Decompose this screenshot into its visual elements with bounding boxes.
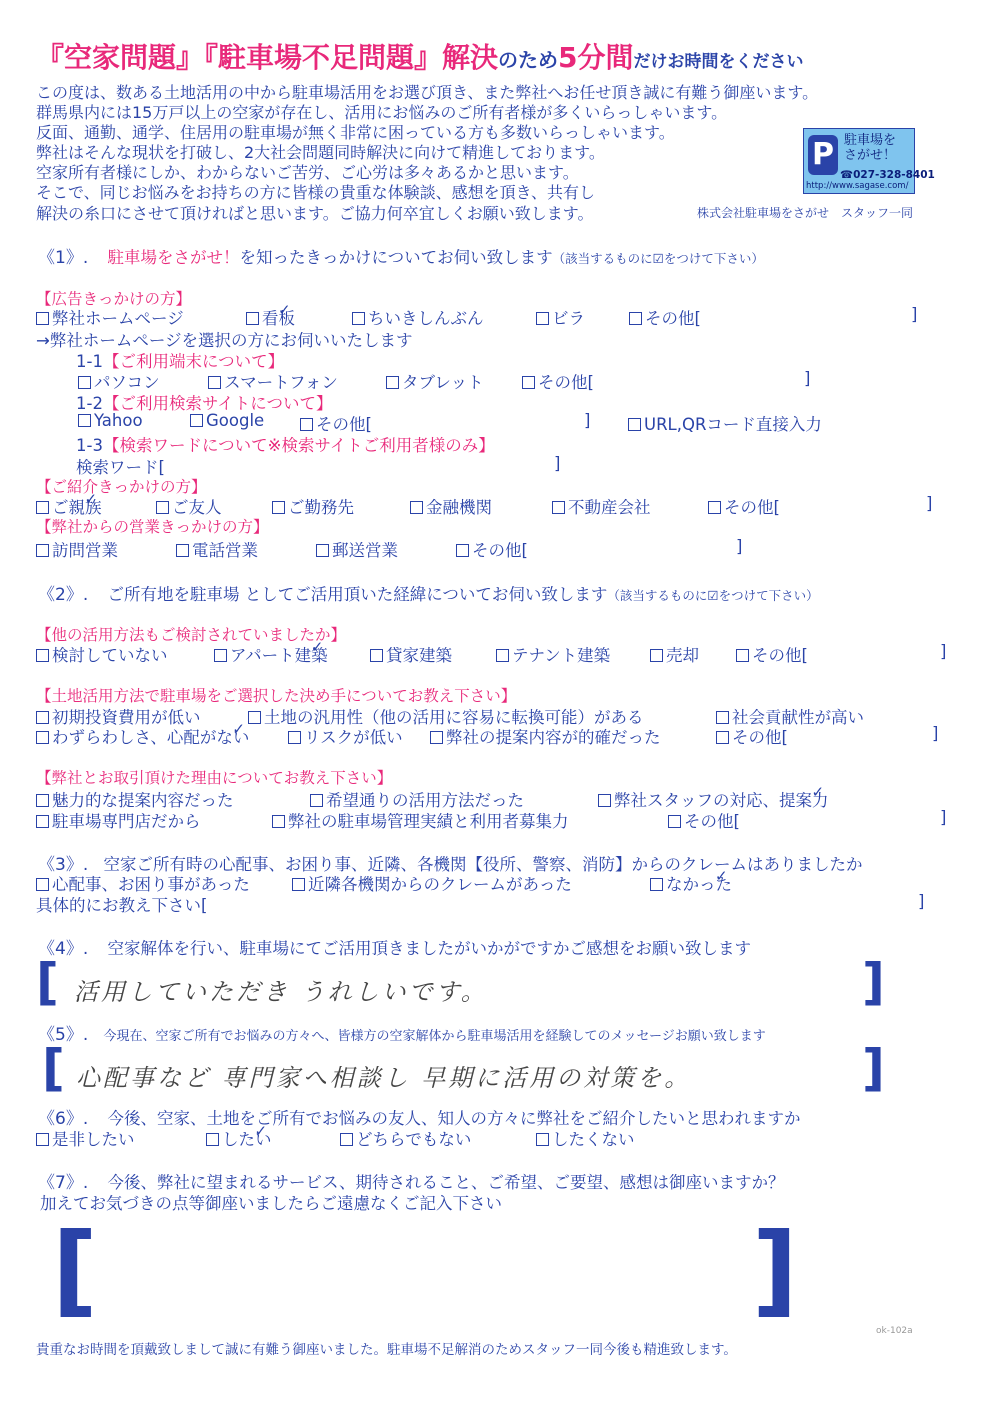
- q6-text: 今後、空家、土地をご所有でお悩みの友人、知人の方々に弊社をご紹介したいと思われますか: [107, 1109, 801, 1128]
- company-logo: [803, 128, 935, 194]
- checkbox-staff-response[interactable]: 弊社スタッフの対応、提案力 ✓: [598, 787, 829, 811]
- q1-referral-heading: 【ご紹介きっかけの方】: [36, 478, 207, 496]
- checkbox-definitely[interactable]: 是非したい: [36, 1126, 135, 1150]
- logo-name: [844, 133, 896, 163]
- s12-number: 1-2: [76, 394, 103, 413]
- checkbox-flyer[interactable]: ビラ: [536, 305, 585, 329]
- ad-other-close-bracket: ]: [911, 305, 918, 324]
- deal-other-close-bracket: ]: [940, 808, 947, 827]
- q4-answer[interactable]: 活用していただき うれしいです。: [74, 978, 488, 1006]
- referral-other-close-bracket: ]: [926, 494, 933, 513]
- checkbox-management-record[interactable]: 弊社の駐車場管理実績と利用者募集力: [272, 808, 569, 832]
- q7-answer-area[interactable]: [110, 1220, 750, 1320]
- title-connector: のため: [498, 48, 559, 72]
- checkbox-sale[interactable]: 売却: [650, 642, 699, 666]
- checkbox-smartphone[interactable]: スマートフォン: [208, 369, 338, 393]
- checkbox-none[interactable]: なかった ✓: [650, 871, 732, 895]
- q2-number: 《2》.: [38, 585, 89, 605]
- q7-text-line2: 加えてお気づきの点等御座いましたらご遠慮なくご記入下さい: [40, 1194, 502, 1213]
- page-title: [36, 36, 804, 76]
- checkbox-relatives[interactable]: ご親族 ✓: [36, 494, 102, 518]
- checkbox-reason-other[interactable]: その他[: [716, 724, 788, 748]
- checkbox-friends[interactable]: ご友人: [156, 494, 222, 518]
- q1-highlight: 駐車場をさがせ！: [107, 248, 240, 267]
- checkbox-url-qr-direct[interactable]: URL,QRコード直接入力: [628, 411, 822, 435]
- q1-number: 《1》.: [38, 248, 89, 268]
- checkbox-social-contribution[interactable]: 社会貢献性が高い: [716, 704, 864, 728]
- checkbox-google[interactable]: Google: [190, 411, 264, 430]
- title-tail: だけお時間をください: [633, 52, 804, 72]
- s11-heading: 【ご利用端末について】: [102, 352, 285, 371]
- checkbox-mail-sales[interactable]: 郵送営業: [316, 537, 398, 561]
- checkbox-deal-other[interactable]: その他[: [668, 808, 740, 832]
- intro-line-4: 弊社はそんな現状を打破し、2大社会問題同時解決に向けて精進しております。: [36, 143, 605, 162]
- checkbox-phone-sales[interactable]: 電話営業: [176, 537, 258, 561]
- q5-text: 今現在、空家ご所有でお悩みの方々へ、皆様方の空家解体から駐車場活用を経験してのメッセージお願い致します: [103, 1029, 766, 1044]
- checkbox-tenant-building[interactable]: テナント建築: [496, 642, 610, 666]
- checkbox-low-risk[interactable]: リスクが低い: [288, 724, 403, 748]
- footer-thanks: 貴重なお時間を頂戴致しまして誠に有難う御座いました。駐車場不足解消のためスタッフ一同今後も精進致します。: [36, 1342, 737, 1358]
- s13-heading: 【検索ワードについて※検索サイトご利用者様のみ】: [102, 436, 495, 455]
- intro-line-3: 反面、通勤、通学、住居用の駐車場が無く非常に困っている方も多数いらっしゃいます。: [36, 123, 675, 142]
- s12-heading: 【ご利用検索サイトについて】: [102, 394, 333, 413]
- checkbox-pc[interactable]: パソコン: [78, 369, 160, 393]
- q3-detail-close-bracket: ]: [918, 892, 925, 911]
- checkbox-sales-other[interactable]: その他[: [456, 537, 528, 561]
- company-signature: 株式会社駐車場をさがせ スタッフ一同: [697, 206, 914, 220]
- parking-p-icon: P: [808, 135, 838, 175]
- title-duration: 5分間: [558, 41, 634, 74]
- checkbox-referral-other[interactable]: その他[: [708, 494, 780, 518]
- q7-open-bracket: [: [52, 1211, 98, 1328]
- q1-text: を知ったきっかけについてお伺い致します: [239, 248, 553, 267]
- q3-detail-label: 具体的にお教え下さい[: [36, 896, 208, 915]
- q1-keyword-heading: [76, 432, 495, 456]
- checkbox-yahoo[interactable]: Yahoo: [78, 411, 143, 430]
- form-code: ok-102a: [876, 1326, 913, 1336]
- search-other-close-bracket: ]: [584, 411, 591, 430]
- q4-text: 空家解体を行い、駐車場にてご活用頂きましたがいかがですかご感想をお願い致します: [107, 939, 751, 958]
- q4-open-bracket: [: [36, 953, 59, 1011]
- q2-note: （該当するものに☑をつけて下さい）: [607, 588, 819, 603]
- q5-open-bracket: [: [42, 1039, 65, 1097]
- checkbox-versatility[interactable]: 土地の汎用性（他の活用に容易に転換可能）がある: [248, 704, 644, 728]
- q1-note: （該当するものに☑をつけて下さい）: [552, 251, 764, 266]
- logo-url: http://www.sagase.com/: [806, 181, 909, 191]
- checkbox-low-initial-cost[interactable]: 初期投資費用が低い: [36, 704, 201, 728]
- intro-line-7: 解決の糸口にさせて頂ければと思います。ご協力何卒宜しくお願い致します。: [36, 204, 594, 223]
- checkbox-would-like[interactable]: したい ✓: [206, 1126, 272, 1150]
- checkbox-had-complaints[interactable]: 近隣各機関からのクレームがあった: [292, 871, 572, 895]
- q2-heading: [38, 580, 819, 605]
- checkbox-accurate-proposal[interactable]: 弊社の提案内容が的確だった: [430, 724, 661, 748]
- checkbox-rental-house[interactable]: 貸家建築: [370, 642, 452, 666]
- checkbox-other-use-other[interactable]: その他[: [736, 642, 808, 666]
- sales-other-close-bracket: ]: [736, 537, 743, 556]
- checkbox-device-other[interactable]: その他[: [522, 369, 594, 393]
- q4-number: 《4》.: [38, 939, 89, 959]
- checkbox-specialty-store[interactable]: 駐車場専門店だから: [36, 808, 201, 832]
- checkbox-financial-institution[interactable]: 金融機関: [410, 494, 492, 518]
- checkbox-had-concerns[interactable]: 心配事、お困り事があった: [36, 871, 250, 895]
- q3-text: 空家ご所有時の心配事、お困り事、近隣、各機関【役所、警察、消防】からのクレームはありましたか: [103, 855, 863, 874]
- checkbox-no-hassle[interactable]: わずらわしさ、心配がない ✓: [36, 724, 249, 748]
- intro-line-5: 空家所有者様にしか、わからないご苦労、ご心労は多々あるかと思います。: [36, 163, 579, 182]
- q7-close-bracket: ]: [752, 1211, 798, 1328]
- q6-number: 《6》.: [38, 1109, 89, 1129]
- checkbox-search-other[interactable]: その他[: [300, 411, 372, 435]
- q2-text: ご所有地を駐車場 としてご活用頂いた経緯についてお伺い致します: [107, 585, 608, 604]
- s11-number: 1-1: [76, 352, 103, 371]
- keyword-label: 検索ワード[: [76, 458, 165, 477]
- keyword-close-bracket: ]: [554, 454, 561, 473]
- q2-other-use-heading: 【他の活用方法もご検討されていましたか】: [36, 626, 347, 644]
- checkbox-neutral[interactable]: どちらでもない: [340, 1126, 471, 1150]
- checkbox-desired-use[interactable]: 希望通りの活用方法だった: [310, 787, 524, 811]
- checkbox-real-estate[interactable]: 不動産会社: [552, 494, 651, 518]
- q5-answer[interactable]: 心配事など 専門家へ相談し 早期に活用の対策を。: [76, 1064, 692, 1092]
- checkbox-ad-other[interactable]: その他[: [629, 305, 701, 329]
- q4-close-bracket: ]: [862, 953, 885, 1011]
- q4-heading: [38, 934, 751, 959]
- q2-deal-heading: 【弊社とお取引頂けた理由についてお教え下さい】: [36, 769, 393, 787]
- title-main: 『空家問題』『駐車場不足問題』解決: [36, 41, 499, 74]
- checkbox-apartment[interactable]: アパート建築 ✓: [214, 642, 328, 666]
- checkbox-workplace[interactable]: ご勤務先: [272, 494, 354, 518]
- q5-close-bracket: ]: [862, 1039, 885, 1097]
- q3-detail-field[interactable]: [36, 892, 925, 916]
- q1-ad-heading: 【広告きっかけの方】: [36, 290, 192, 308]
- intro-line-6: そこで、同じお悩みをお持ちの方に皆様の貴重な体験談、感想を頂き、共有し: [36, 183, 596, 202]
- q5-number: 《5》.: [38, 1025, 89, 1045]
- q1-sales-heading: 【弊社からの営業きっかけの方】: [36, 518, 269, 536]
- q7-text: 今後、弊社に望まれるサービス、期待されること、ご希望、ご要望、感想は御座いますか？: [107, 1173, 785, 1192]
- other-use-close-bracket: ]: [940, 642, 947, 661]
- checkbox-local-newspaper[interactable]: ちいきしんぶん: [352, 305, 484, 329]
- s13-number: 1-3: [76, 436, 103, 455]
- q2-reason-heading: 【土地活用方法で駐車場をご選択した決め手についてお教え下さい】: [36, 687, 517, 705]
- intro-line-2: 群馬県内には15万戸以上の空家が存在し、活用にお悩みのご所有者様が多くいらっしゃいます。: [36, 103, 728, 122]
- device-other-close-bracket: ]: [804, 369, 811, 388]
- logo-name-line-1: 駐車場を: [844, 133, 897, 148]
- intro-line-1: この度は、数ある土地活用の中から駐車場活用をお選び頂き、また弊社へお任せ頂き誠に有難う御座います。: [36, 83, 819, 102]
- q1-heading: [38, 243, 764, 268]
- checkbox-would-not[interactable]: したくない: [536, 1126, 635, 1150]
- checkbox-tablet[interactable]: タブレット: [386, 369, 484, 393]
- logo-telephone: ☎027-328-8401: [840, 169, 935, 181]
- checkbox-visit-sales[interactable]: 訪問営業: [36, 537, 118, 561]
- checkbox-not-considered[interactable]: 検討していない: [36, 642, 168, 666]
- q7-number: 《7》.: [38, 1173, 89, 1193]
- q1-homepage-followup: →弊社ホームページを選択の方にお伺いいたします: [36, 331, 413, 350]
- checkbox-homepage[interactable]: 弊社ホームページ: [36, 305, 184, 329]
- checkbox-attractive-proposal[interactable]: 魅力的な提案内容だった: [36, 787, 234, 811]
- checkbox-signboard[interactable]: 看板 ✓: [246, 305, 295, 329]
- q5-heading: [38, 1020, 766, 1045]
- reason-other-close-bracket: ]: [932, 724, 939, 743]
- logo-name-line-2: さがせ！: [844, 148, 897, 163]
- q3-number: 《3》.: [38, 855, 89, 875]
